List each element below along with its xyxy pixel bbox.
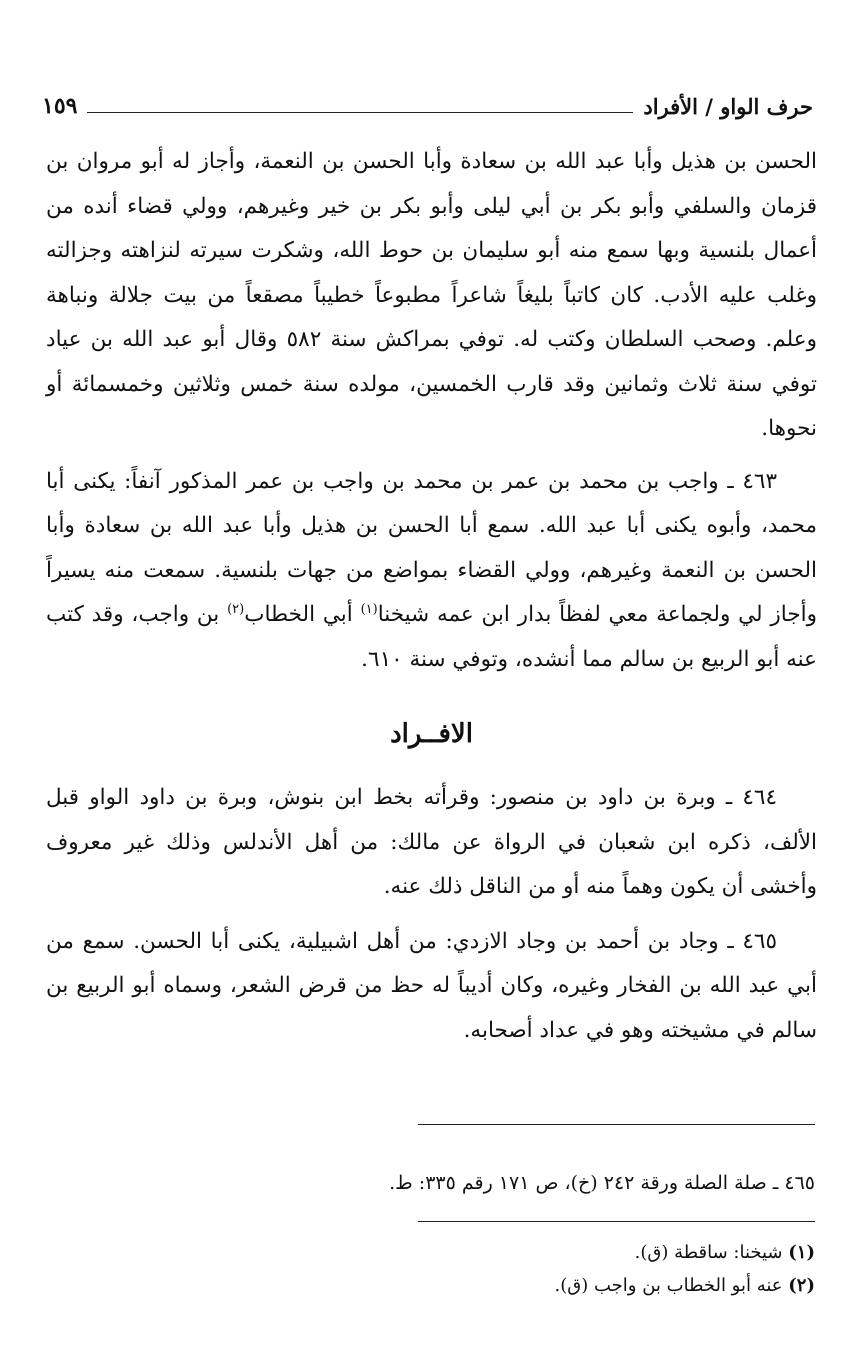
page-number: ١٥٩: [42, 93, 78, 119]
notes-divider: [418, 1221, 815, 1222]
entry-463-text-a: ٤٦٣ ـ واجب بن محمد بن عمر بن محمد بن واجب بن عمر المذكور آنفاً: يكنى أبا محمد، وأبوه يكنى أبا عبد الله. سمع أبا الحسن بن هذيل وأبا عبد الله بن سعادة وأبا الحسن بن النعمة وغيرهم، وولي القضاء بمواضع من جهات بلنسية. سمعت منه يسيراً وأجاز لي ولجماعة معي لفظاً بدار ابن عمه شيخنا: [46, 468, 817, 627]
footnote-text: شيخنا: ساقطة (ق).: [634, 1242, 783, 1263]
footnote-divider: [418, 1124, 815, 1125]
paragraph-continuation: الحسن بن هذيل وأبا عبد الله بن سعادة وأبا الحسن بن النعمة، وأجاز له أبو مروان بن قزمان والسلفي وأبو بكر بن أبي ليلى وأبو بكر بن خير وغيرهم، وولي قضاء أنده من أعمال بلنسية وبها سمع منه أبو سليمان بن حوط الله، وشكرت سيرته لنزاهته وجزالته وغلب عليه الأدب. كان كاتباً بليغاً شاعراً مطبوعاً خطيباً مصقعاً من بيت جلالة ونباهة وعلم. وصحب السلطان وكتب له. توفي بمراكش سنة ٥٨٢ وقال أبو عبد الله بن عياد توفي سنة ثلاث وثمانين وقد قارب الخمسين، مولده سنة خمس وثلاثين وخمسمائة أو نحوها.: [46, 149, 817, 441]
entry-463-text-b: أبي الخطاب: [244, 602, 361, 627]
footnote-number: (٢): [788, 1275, 815, 1296]
section-title: الافــراد: [390, 719, 473, 749]
entry-465: ٤٦٥ ـ وجاد بن أحمد بن وجاد الازدي: من أهل اشبيلية، يكنى أبا الحسن. سمع من أبي عبد الله بن الفخار وغيره، وكان أديباً له حظ من قرض الشعر، وسماه أبو الربيع بن سالم في مشيخته وهو في عداد أصحابه.: [46, 928, 817, 1043]
footnote-2: [555, 1269, 815, 1302]
source-footnote: ٤٦٥ ـ صلة الصلة ورقة ٢٤٢ (خ)، ص ١٧١ رقم ٣٣٥: ط.: [389, 1172, 815, 1194]
footnote-ref-2: (٢): [227, 601, 245, 617]
footnote-1: [555, 1236, 815, 1269]
footnote-text: عنه أبو الخطاب بن واجب (ق).: [554, 1275, 783, 1296]
footnote-ref-1: (١): [360, 601, 378, 617]
footnote-list: [555, 1236, 815, 1302]
entry-463-text-c: بن واجب، وقد كتب عنه أبو الربيع بن سالم مما أنشده، وتوفي سنة ٦١٠.: [46, 602, 817, 672]
body-text: [46, 140, 817, 1053]
entry-464: ٤٦٤ ـ وبرة بن داود بن منصور: وقرأته بخط ابن بنوش، وبرة بن داود الواو قبل الألف، ذكره ابن شعبان في الرواة عن مالك: من أهل الأندلس وذلك غير معروف وأخشى أن يكون وهماً منه أو من الناقل ذلك عنه.: [46, 785, 817, 899]
entry-463: [46, 460, 817, 683]
header-rule: [87, 112, 633, 113]
header-title: حرف الواو / الأفراد: [643, 93, 813, 119]
running-header: [42, 86, 813, 126]
footnote-number: (١): [788, 1242, 815, 1263]
